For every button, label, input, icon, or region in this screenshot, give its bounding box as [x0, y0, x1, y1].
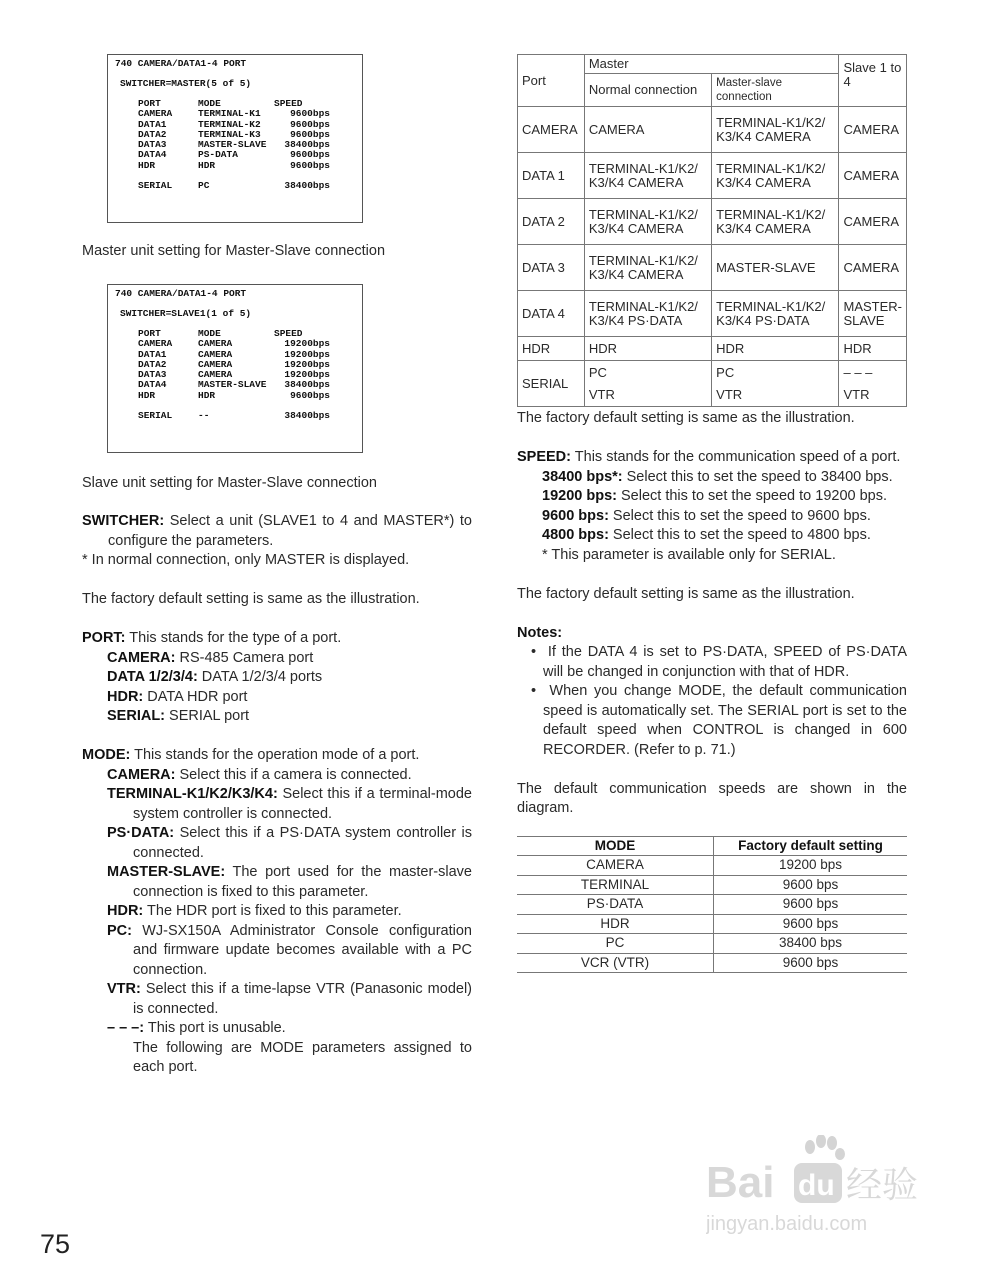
- serial-value: VTR: [588, 386, 615, 402]
- port-item: [82, 649, 472, 669]
- port-item-label: DATA 1/2/3/4:: [107, 669, 198, 685]
- paw-toe: [816, 1135, 826, 1148]
- mode-item: [82, 824, 472, 863]
- screen-cell: 19200bps: [284, 369, 330, 381]
- screen-cell: 9600bps: [290, 118, 330, 130]
- screen-cell: DATA3: [138, 139, 167, 151]
- screen-cell: 38400bps: [284, 379, 330, 391]
- screen-cell: CAMERA: [138, 108, 173, 120]
- table-cell: CAMERA: [518, 107, 585, 153]
- serial-value: PC: [588, 364, 607, 380]
- speed-item-label: 19200 bps:: [542, 488, 617, 504]
- screen-cell: 38400bps: [284, 139, 330, 151]
- paw-toe: [805, 1140, 815, 1154]
- factory-default-left: The factory default setting is same as the illustration.: [82, 591, 420, 607]
- mode-item-label: PS·DATA:: [107, 825, 175, 841]
- right-column: [517, 409, 907, 819]
- speed-label: SPEED:: [517, 449, 571, 465]
- port-item-text: SERIAL port: [165, 708, 250, 724]
- screen-table: [138, 99, 330, 192]
- table-cell: 9600 bps: [714, 953, 908, 973]
- screen-cell: DATA2: [138, 128, 167, 140]
- mode-col-header: MODE: [517, 837, 714, 856]
- mode-item-text: Select this if a PS·DATA system controller is connected.: [133, 825, 472, 861]
- port-item: [82, 688, 472, 708]
- speed-item: [517, 468, 907, 488]
- table-cell: HDR: [518, 337, 585, 361]
- screen-cell: 19200bps: [284, 358, 330, 370]
- table-cell: PS·DATA: [517, 895, 714, 915]
- slave-header: Slave 1 to 4: [839, 55, 907, 107]
- table-cell: [584, 361, 711, 407]
- speed-item: [517, 507, 907, 527]
- switcher-paragraph: [82, 512, 472, 551]
- note-item: • When you change MODE, the default communication speed is automatically set. The SERIAL port is set to the default speed when CONTROL is changed in 600 RECORDER. (Refer to p. 71.): [531, 683, 907, 758]
- screen-cell: PS-DATA: [198, 149, 238, 161]
- serial-value: PC: [716, 364, 735, 380]
- port-item-text: DATA HDR port: [143, 688, 248, 705]
- table-cell: CAMERA: [584, 107, 711, 153]
- table-cell: DATA 3: [518, 245, 585, 291]
- table-cell: [839, 361, 907, 407]
- table-cell: MASTER-SLAVE: [839, 291, 907, 337]
- mode-item-text: The port used for the master-slave connection is fixed to this parameter.: [133, 864, 472, 900]
- serial-value: VTR: [843, 386, 870, 402]
- screen-cell: DATA2: [138, 358, 167, 370]
- speed-paragraph: [517, 448, 907, 468]
- table-cell: 38400 bps: [714, 934, 908, 954]
- table-cell: TERMINAL-K1/K2/ K3/K4 CAMERA: [584, 199, 711, 245]
- screen-cell: HDR: [138, 159, 156, 171]
- left-column: [82, 512, 472, 1078]
- screen-cell: --: [198, 410, 210, 422]
- factory-default-right-2: The factory default setting is same as the illustration.: [517, 585, 855, 602]
- screen-cell: 19200bps: [284, 348, 330, 360]
- table-cell: TERMINAL-K1/K2/ K3/K4 PS·DATA: [712, 291, 839, 337]
- table-cell: CAMERA: [839, 153, 907, 199]
- table-cell: PC: [517, 934, 714, 954]
- speed-item-label: 9600 bps:: [542, 507, 609, 524]
- port-text: This stands for the type of a port.: [125, 630, 342, 646]
- page-number: 75: [40, 1229, 71, 1259]
- note-item: • If the DATA 4 is set to PS·DATA, SPEED of PS·DATA will be changed in conjunction with that of HDR.: [531, 644, 907, 680]
- screen-header: SPEED: [274, 328, 303, 339]
- screen-cell: 9600bps: [290, 108, 330, 120]
- notes-heading: Notes:: [517, 624, 563, 641]
- table-cell: 9600 bps: [714, 895, 908, 915]
- port-item: [82, 707, 472, 727]
- slave-screen: [107, 284, 363, 453]
- screen-cell: PC: [198, 180, 210, 192]
- screen-cell: 38400bps: [284, 410, 330, 422]
- screen-cell: 9600bps: [290, 389, 330, 401]
- notes-list: [517, 643, 907, 760]
- screen-cell: 9600bps: [290, 159, 330, 171]
- table-cell: MASTER-SLAVE: [712, 245, 839, 291]
- table-cell: DATA 4: [518, 291, 585, 337]
- paw-toe: [835, 1148, 845, 1160]
- screen-title: 740 CAMERA/DATA1-4 PORT: [115, 288, 247, 299]
- port-paragraph: [82, 629, 472, 649]
- screen-cell: TERMINAL-K3: [198, 128, 261, 140]
- table-cell: TERMINAL-K1/K2/ K3/K4 PS·DATA: [584, 291, 711, 337]
- screen-cell: 38400bps: [284, 180, 330, 192]
- screen-cell: CAMERA: [138, 338, 173, 350]
- mode-item-label: TERMINAL-K1/K2/K3/K4:: [107, 786, 278, 802]
- master-caption: Master unit setting for Master-Slave connection: [82, 243, 386, 259]
- watermark-du: du: [798, 1169, 835, 1202]
- normal-header: Normal connection: [584, 74, 711, 107]
- screen-switcher: SWITCHER=MASTER(5 of 5): [120, 78, 252, 89]
- screen-cell: MASTER-SLAVE: [198, 379, 267, 391]
- speed-item-label: 38400 bps*:: [542, 468, 623, 485]
- mode-item-text: Select this if a time-lapse VTR (Panasonic model) is connected.: [133, 981, 472, 1017]
- speed-note: * This parameter is available only for SERIAL.: [542, 546, 836, 563]
- screen-cell: SERIAL: [138, 410, 173, 422]
- mode-item-text: This port is unusable.: [144, 1020, 286, 1036]
- serial-value: VTR: [716, 386, 743, 402]
- mode-item: [82, 766, 472, 786]
- port-item-label: HDR:: [107, 688, 144, 705]
- screen-cell: CAMERA: [198, 369, 233, 381]
- speed-item: [517, 526, 907, 546]
- table-cell: TERMINAL-K1/K2/ K3/K4 CAMERA: [712, 107, 839, 153]
- table-cell: HDR: [517, 914, 714, 934]
- screen-header: PORT: [138, 328, 161, 339]
- table-cell: HDR: [712, 337, 839, 361]
- screen-cell: HDR: [138, 389, 156, 401]
- table-cell: TERMINAL-K1/K2/ K3/K4 CAMERA: [584, 245, 711, 291]
- table-cell: TERMINAL-K1/K2/ K3/K4 CAMERA: [712, 153, 839, 199]
- default-speeds-text: The default communication speeds are shown in the diagram.: [517, 780, 907, 816]
- screen-cell: DATA4: [138, 379, 167, 391]
- mode-item-text: The HDR port is fixed to this parameter.: [143, 903, 402, 919]
- screen-cell: CAMERA: [198, 348, 233, 360]
- slave-caption: Slave unit setting for Master-Slave connection: [82, 475, 377, 491]
- port-mode-table: [517, 54, 907, 407]
- switcher-text: Select a unit (SLAVE1 to 4 and MASTER*) to configure the parameters.: [108, 513, 472, 549]
- watermark-url: jingyan.baidu.com: [706, 1213, 868, 1235]
- speed-item-text: Select this to set the speed to 9600 bps.: [608, 507, 871, 524]
- mode-item: [82, 1019, 472, 1039]
- table-cell: CAMERA: [839, 199, 907, 245]
- port-header: Port: [518, 55, 585, 107]
- mode-item: [82, 785, 472, 824]
- master-screen: [107, 54, 363, 223]
- ms-header: Master-slave connection: [712, 74, 839, 107]
- screen-table: [138, 329, 330, 422]
- table-cell: VCR (VTR): [517, 953, 714, 973]
- table-cell: 9600 bps: [714, 914, 908, 934]
- baidu-watermark-logo: [706, 1135, 931, 1240]
- port-item-text: RS-485 Camera port: [175, 649, 314, 666]
- screen-cell: 9600bps: [290, 149, 330, 161]
- table-cell: CAMERA: [839, 245, 907, 291]
- notes-title: [517, 624, 907, 644]
- mode-text: This stands for the operation mode of a port.: [130, 747, 420, 763]
- mode-item-label: MASTER-SLAVE:: [107, 864, 226, 880]
- mode-item-label: PC:: [107, 922, 132, 939]
- screen-cell: 9600bps: [290, 128, 330, 140]
- speed-item: [517, 487, 907, 507]
- mode-item: [82, 863, 472, 902]
- switcher-note: * In normal connection, only MASTER is displayed.: [82, 552, 410, 568]
- screen-cell: HDR: [198, 389, 216, 401]
- screen-cell: CAMERA: [198, 338, 233, 350]
- table-cell: [712, 361, 839, 407]
- screen-header: PORT: [138, 98, 161, 109]
- screen-cell: CAMERA: [198, 358, 233, 370]
- note-text: If the DATA 4 is set to PS·DATA, SPEED of PS·DATA will be changed in conjunction with that of HDR.: [543, 644, 907, 680]
- table-cell: SERIAL: [518, 361, 585, 407]
- table-cell: 19200 bps: [714, 856, 908, 876]
- note-text: When you change MODE, the default communication speed is automatically set. The SERIAL port is set to the default speed when CONTROL is changed in 600 RECORDER. (Refer to p. 71.): [543, 683, 907, 758]
- mode-following: The following are MODE parameters assigned to each port.: [133, 1039, 472, 1075]
- screen-cell: DATA4: [138, 149, 167, 161]
- serial-value: – – –: [843, 364, 873, 380]
- port-item-text: DATA 1/2/3/4 ports: [197, 669, 323, 685]
- watermark-cn: 经验: [846, 1165, 919, 1206]
- mode-item-text: Select this if a terminal-mode system controller is connected.: [133, 786, 472, 822]
- screen-title: 740 CAMERA/DATA1-4 PORT: [115, 58, 247, 69]
- screen-switcher: SWITCHER=SLAVE1(1 of 5): [120, 308, 252, 319]
- speed-item-text: Select this to set the speed to 4800 bps.: [608, 527, 871, 543]
- mode-item: [82, 902, 472, 922]
- speed-item-text: Select this to set the speed to 19200 bps.: [616, 488, 888, 504]
- master-header: Master: [584, 55, 839, 74]
- speed-text: This stands for the communication speed of a port.: [571, 449, 901, 465]
- screen-header: MODE: [198, 98, 221, 109]
- table-cell: HDR: [839, 337, 907, 361]
- screen-cell: HDR: [198, 159, 216, 171]
- mode-item-label: CAMERA:: [107, 766, 176, 783]
- table-cell: CAMERA: [517, 856, 714, 876]
- screen-cell: SERIAL: [138, 180, 173, 192]
- screen-cell: TERMINAL-K1: [198, 108, 261, 120]
- mode-paragraph: [82, 746, 472, 766]
- port-item-label: SERIAL:: [107, 708, 165, 724]
- port-item-label: CAMERA:: [107, 649, 176, 666]
- screen-cell: DATA3: [138, 369, 167, 381]
- mode-label: MODE:: [82, 747, 131, 763]
- speed-item-text: Select this to set the speed to 38400 bps.: [622, 468, 893, 485]
- table-cell: 9600 bps: [714, 875, 908, 895]
- mode-item-label: HDR:: [107, 903, 144, 919]
- screen-cell: TERMINAL-K2: [198, 118, 261, 130]
- screen-cell: DATA1: [138, 118, 167, 130]
- mode-item-text: WJ-SX150A Administrator Console configuration and firmware update becomes available with a PC connection.: [131, 922, 472, 978]
- screen-cell: 19200bps: [284, 338, 330, 350]
- mode-item: [82, 922, 472, 981]
- factory-default-right: The factory default setting is same as the illustration.: [517, 410, 855, 426]
- default-speed-table: [517, 836, 907, 973]
- table-cell: TERMINAL-K1/K2/ K3/K4 CAMERA: [712, 199, 839, 245]
- port-label: PORT:: [82, 630, 126, 646]
- screen-cell: MASTER-SLAVE: [198, 139, 267, 151]
- mode-item-label: VTR:: [107, 981, 141, 997]
- default-col-header: Factory default setting: [714, 837, 908, 856]
- table-cell: DATA 2: [518, 199, 585, 245]
- switcher-label: SWITCHER:: [82, 513, 165, 529]
- paw-toe: [827, 1136, 837, 1150]
- watermark-brand: Bai: [706, 1158, 775, 1207]
- table-cell: DATA 1: [518, 153, 585, 199]
- table-cell: HDR: [584, 337, 711, 361]
- table-cell: TERMINAL-K1/K2/ K3/K4 CAMERA: [584, 153, 711, 199]
- mode-item-label: – – –:: [107, 1020, 145, 1036]
- table-cell: TERMINAL: [517, 875, 714, 895]
- screen-header: MODE: [198, 328, 221, 339]
- screen-cell: DATA1: [138, 348, 167, 360]
- port-item: [82, 668, 472, 688]
- screen-header: SPEED: [274, 98, 303, 109]
- mode-item: [82, 980, 472, 1019]
- speed-item-label: 4800 bps:: [542, 527, 609, 543]
- table-cell: CAMERA: [839, 107, 907, 153]
- mode-item-text: Select this if a camera is connected.: [175, 766, 412, 783]
